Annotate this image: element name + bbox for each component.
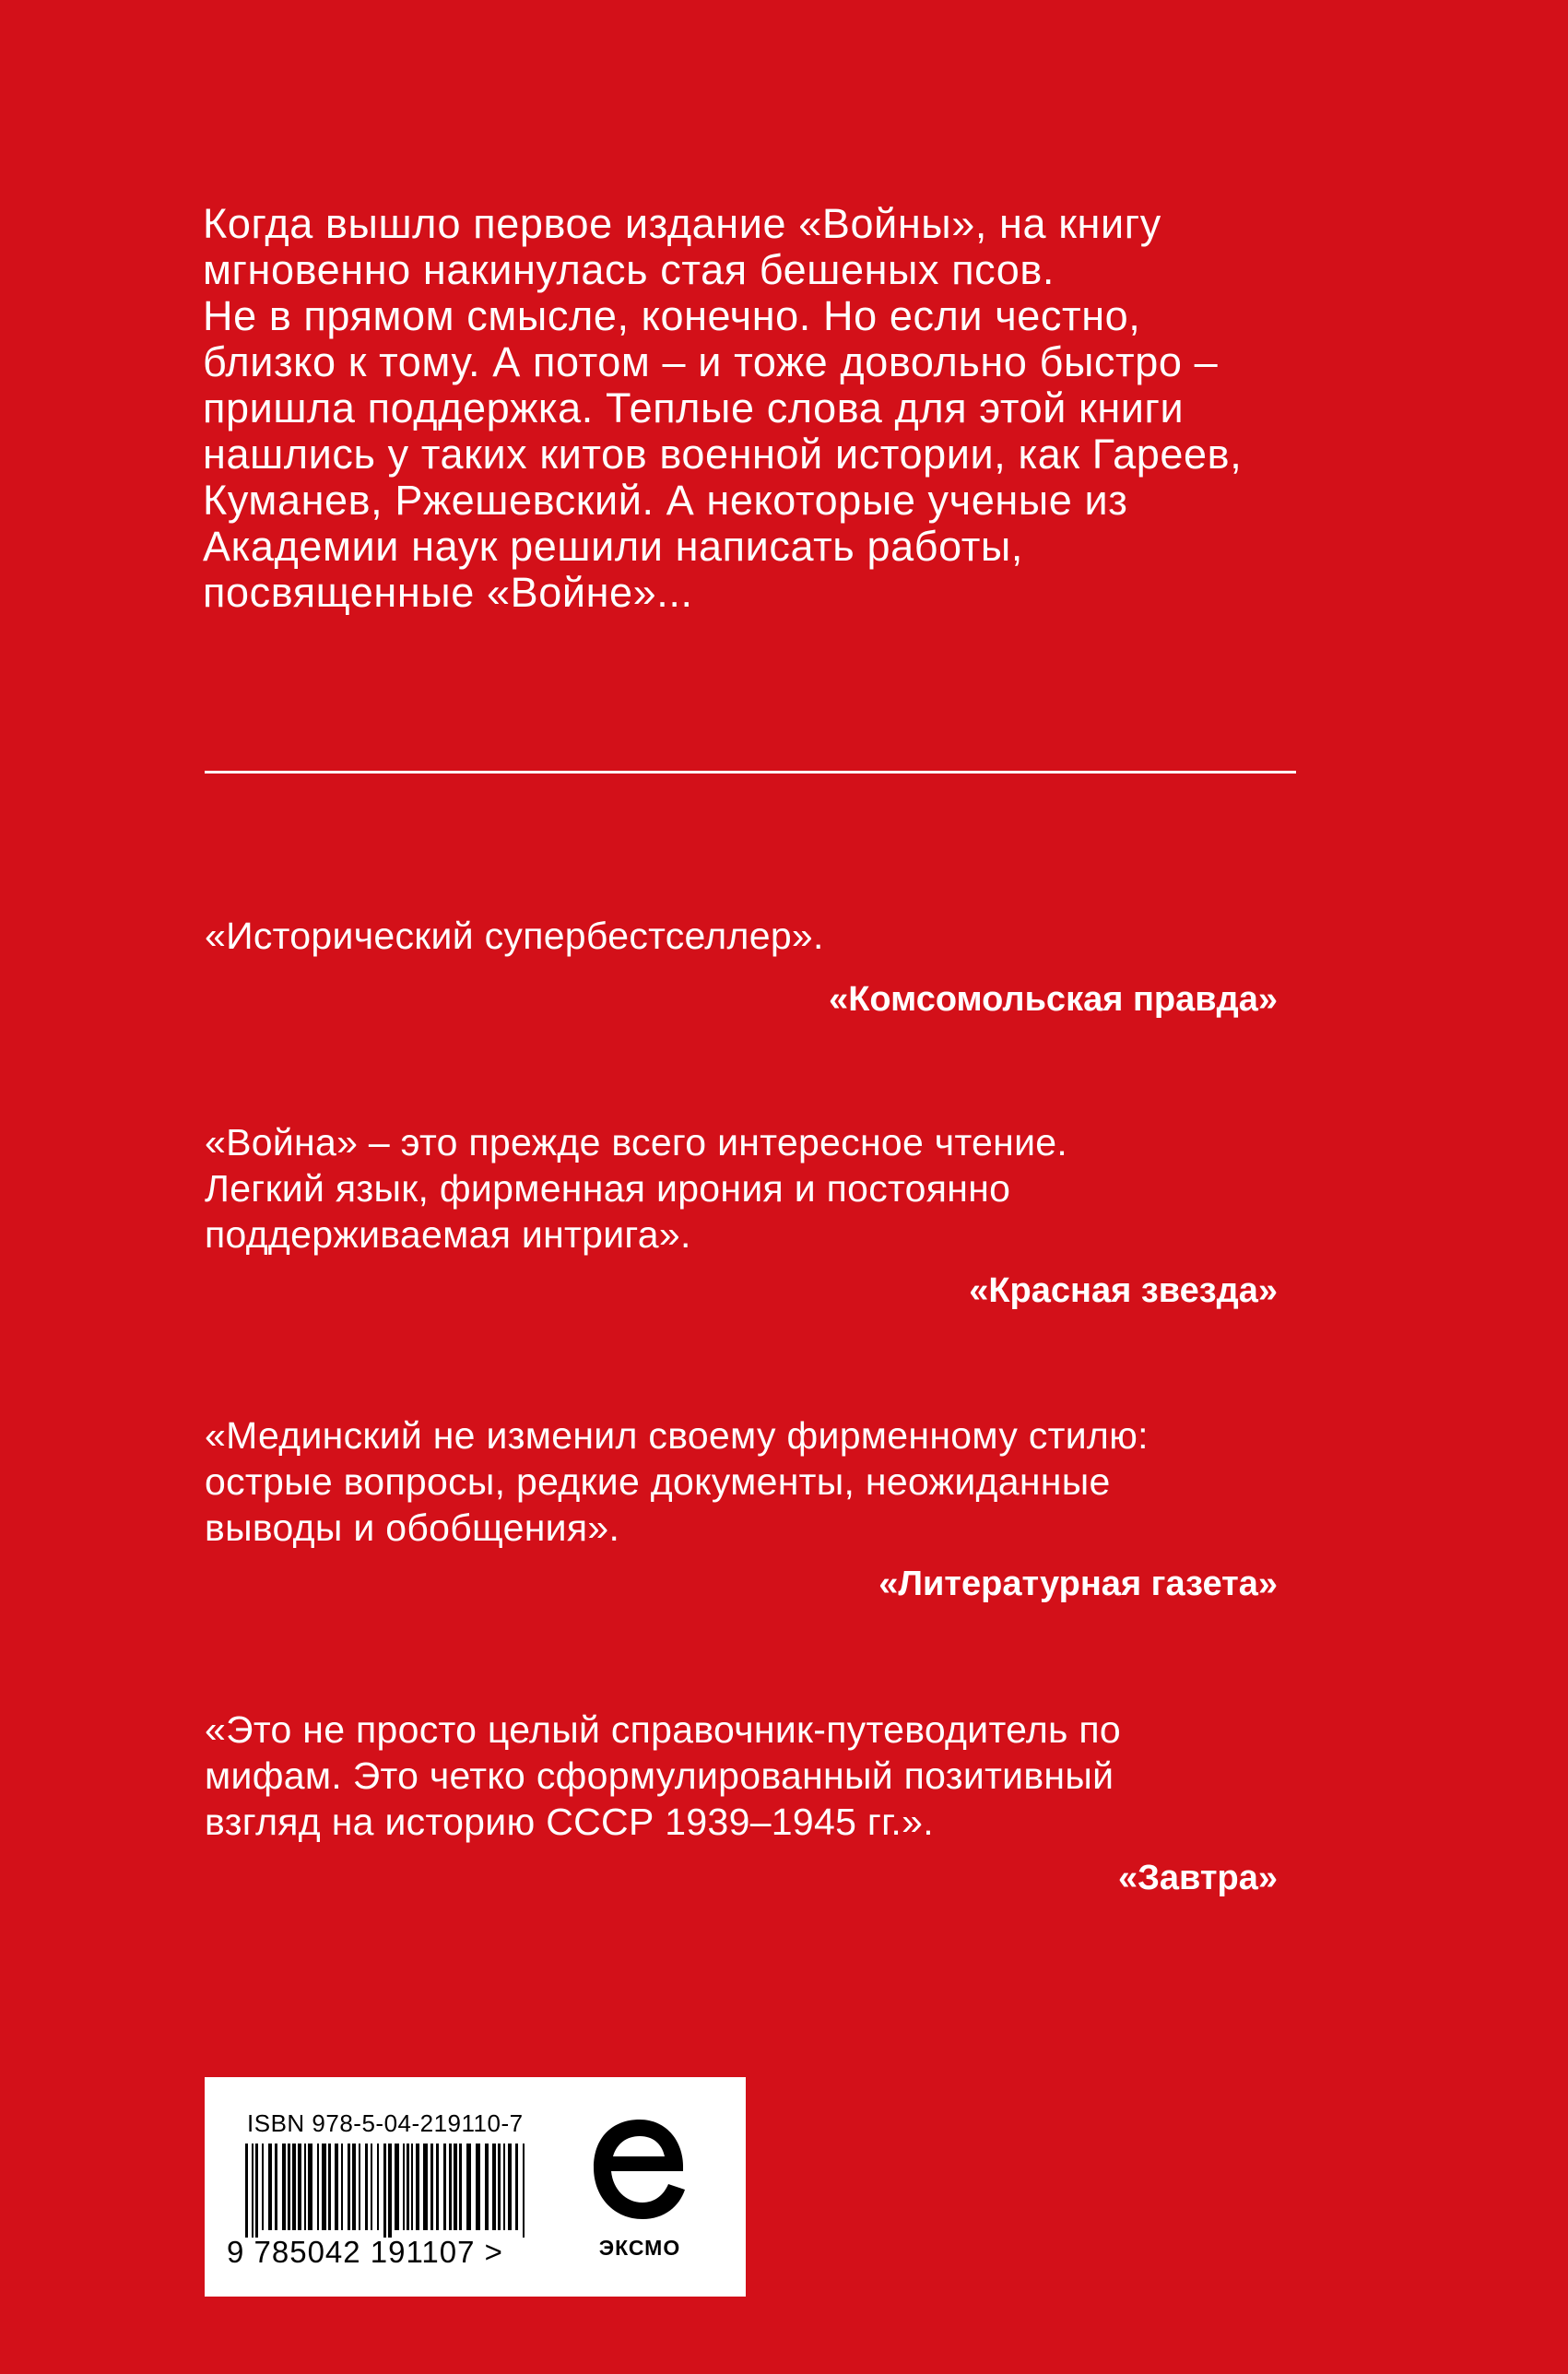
barcode-bar <box>317 2144 319 2230</box>
isbn-label: ISBN 978-5-04-219110-7 <box>247 2109 524 2137</box>
review-quote <box>205 913 1357 1019</box>
barcode-bar <box>454 2144 457 2230</box>
barcode-bar <box>416 2144 419 2230</box>
annotation-line: Академии наук решили написать работы, <box>203 523 1023 570</box>
barcode-bar <box>411 2144 413 2230</box>
barcode-bar <box>304 2144 306 2230</box>
barcode-bar <box>498 2144 501 2230</box>
review-text <box>205 1119 1357 1258</box>
barcode-bar <box>255 2144 258 2238</box>
review-line: «Война» – это прежде всего интересное чтение. <box>205 1121 1068 1163</box>
barcode-bar <box>485 2144 489 2230</box>
divider <box>205 771 1296 774</box>
review-line: поддерживаемая интрига». <box>205 1213 691 1256</box>
annotation-line: Куманев, Ржешевский. А некоторые ученые из <box>203 477 1128 524</box>
barcode-bar <box>403 2144 405 2230</box>
barcode-bar <box>443 2144 446 2230</box>
review-line: выводы и обобщения». <box>205 1506 620 1549</box>
barcode-bar <box>288 2144 290 2230</box>
review-quote <box>205 1119 1357 1310</box>
review-text <box>205 1707 1357 1845</box>
review-text <box>205 1412 1357 1551</box>
annotation-line: Когда вышло первое издание «Войны», на книгу <box>203 200 1161 247</box>
barcode-bar <box>436 2144 439 2230</box>
review-quote <box>205 1412 1357 1603</box>
barcode-icon <box>245 2144 533 2238</box>
review-line: «Это не просто целый справочник-путеводитель по <box>205 1708 1122 1751</box>
barcode-bar <box>388 2144 392 2238</box>
barcode-panel <box>205 2077 746 2297</box>
eksmo-logo-icon <box>580 2110 700 2230</box>
barcode-bar <box>252 2144 253 2238</box>
review-line: взгляд на историю СССР 1939–1945 гг.». <box>205 1801 934 1843</box>
annotation-line: близко к тому. А потом – и тоже довольно быстро – <box>203 338 1219 385</box>
annotation-text <box>203 201 1346 616</box>
barcode-bar <box>262 2144 264 2230</box>
barcode-bar <box>523 2144 525 2238</box>
review-line: Легкий язык, фирменная ирония и постоянно <box>205 1167 1011 1210</box>
barcode-bar <box>352 2144 356 2230</box>
barcode-bar <box>430 2144 433 2230</box>
barcode-bar <box>322 2144 326 2230</box>
annotation-line: Не в прямом смысле, конечно. Но если честно, <box>203 292 1141 339</box>
barcode-bar <box>423 2144 428 2230</box>
review-source: «Комсомольская правда» <box>829 980 1278 1019</box>
review-line: мифам. Это четко сформулированный позитивный <box>205 1754 1114 1797</box>
review-source: «Литературная газета» <box>878 1565 1278 1603</box>
barcode-bar <box>407 2144 409 2230</box>
review-source: «Красная звезда» <box>969 1271 1278 1310</box>
barcode-bar <box>298 2144 301 2230</box>
barcode-bar <box>275 2144 277 2230</box>
barcode-bar <box>449 2144 452 2230</box>
publisher-name: ЭКСМО <box>598 2236 681 2260</box>
barcode-bar <box>371 2144 372 2230</box>
barcode-bar <box>383 2144 386 2238</box>
barcode-bar <box>341 2144 343 2230</box>
review-quote <box>205 1707 1357 1897</box>
barcode-bar <box>335 2144 338 2230</box>
barcode-bar <box>245 2144 248 2238</box>
barcode-bar <box>466 2144 471 2230</box>
annotation-line: посвященные «Войне»... <box>203 569 693 616</box>
barcode-bar <box>268 2144 272 2230</box>
review-line: острые вопросы, редкие документы, неожиданные <box>205 1460 1111 1503</box>
review-line: «Мединский не изменил своему фирменному стилю: <box>205 1414 1149 1457</box>
barcode-bar <box>395 2144 399 2230</box>
barcode-bar <box>328 2144 331 2230</box>
annotation-line: мгновенно накинулась стая бешеных псов. <box>203 246 1055 293</box>
annotation-line: пришла поддержка. Теплые слова для этой книги <box>203 384 1185 431</box>
barcode-bar <box>476 2144 480 2230</box>
review-text <box>205 913 1357 959</box>
barcode-bar <box>515 2144 518 2230</box>
review-line: «Исторический супербестселлер». <box>205 915 824 957</box>
barcode-bar <box>508 2144 512 2230</box>
barcode-bar <box>459 2144 462 2230</box>
barcode-bar <box>348 2144 350 2230</box>
annotation-line: нашлись у таких китов военной истории, как Гареев, <box>203 431 1243 478</box>
barcode-bar <box>492 2144 496 2230</box>
barcode-bar <box>292 2144 296 2230</box>
review-source: «Завтра» <box>1117 1859 1278 1897</box>
barcode-bar <box>365 2144 368 2230</box>
barcode-bar <box>377 2144 379 2230</box>
barcode-bar <box>503 2144 505 2230</box>
barcode-bar <box>308 2144 312 2230</box>
barcode-bar <box>282 2144 286 2230</box>
barcode-digits: 9 785042 191107 > <box>227 2235 503 2269</box>
barcode-bar <box>359 2144 360 2230</box>
publisher-logo <box>580 2110 700 2269</box>
